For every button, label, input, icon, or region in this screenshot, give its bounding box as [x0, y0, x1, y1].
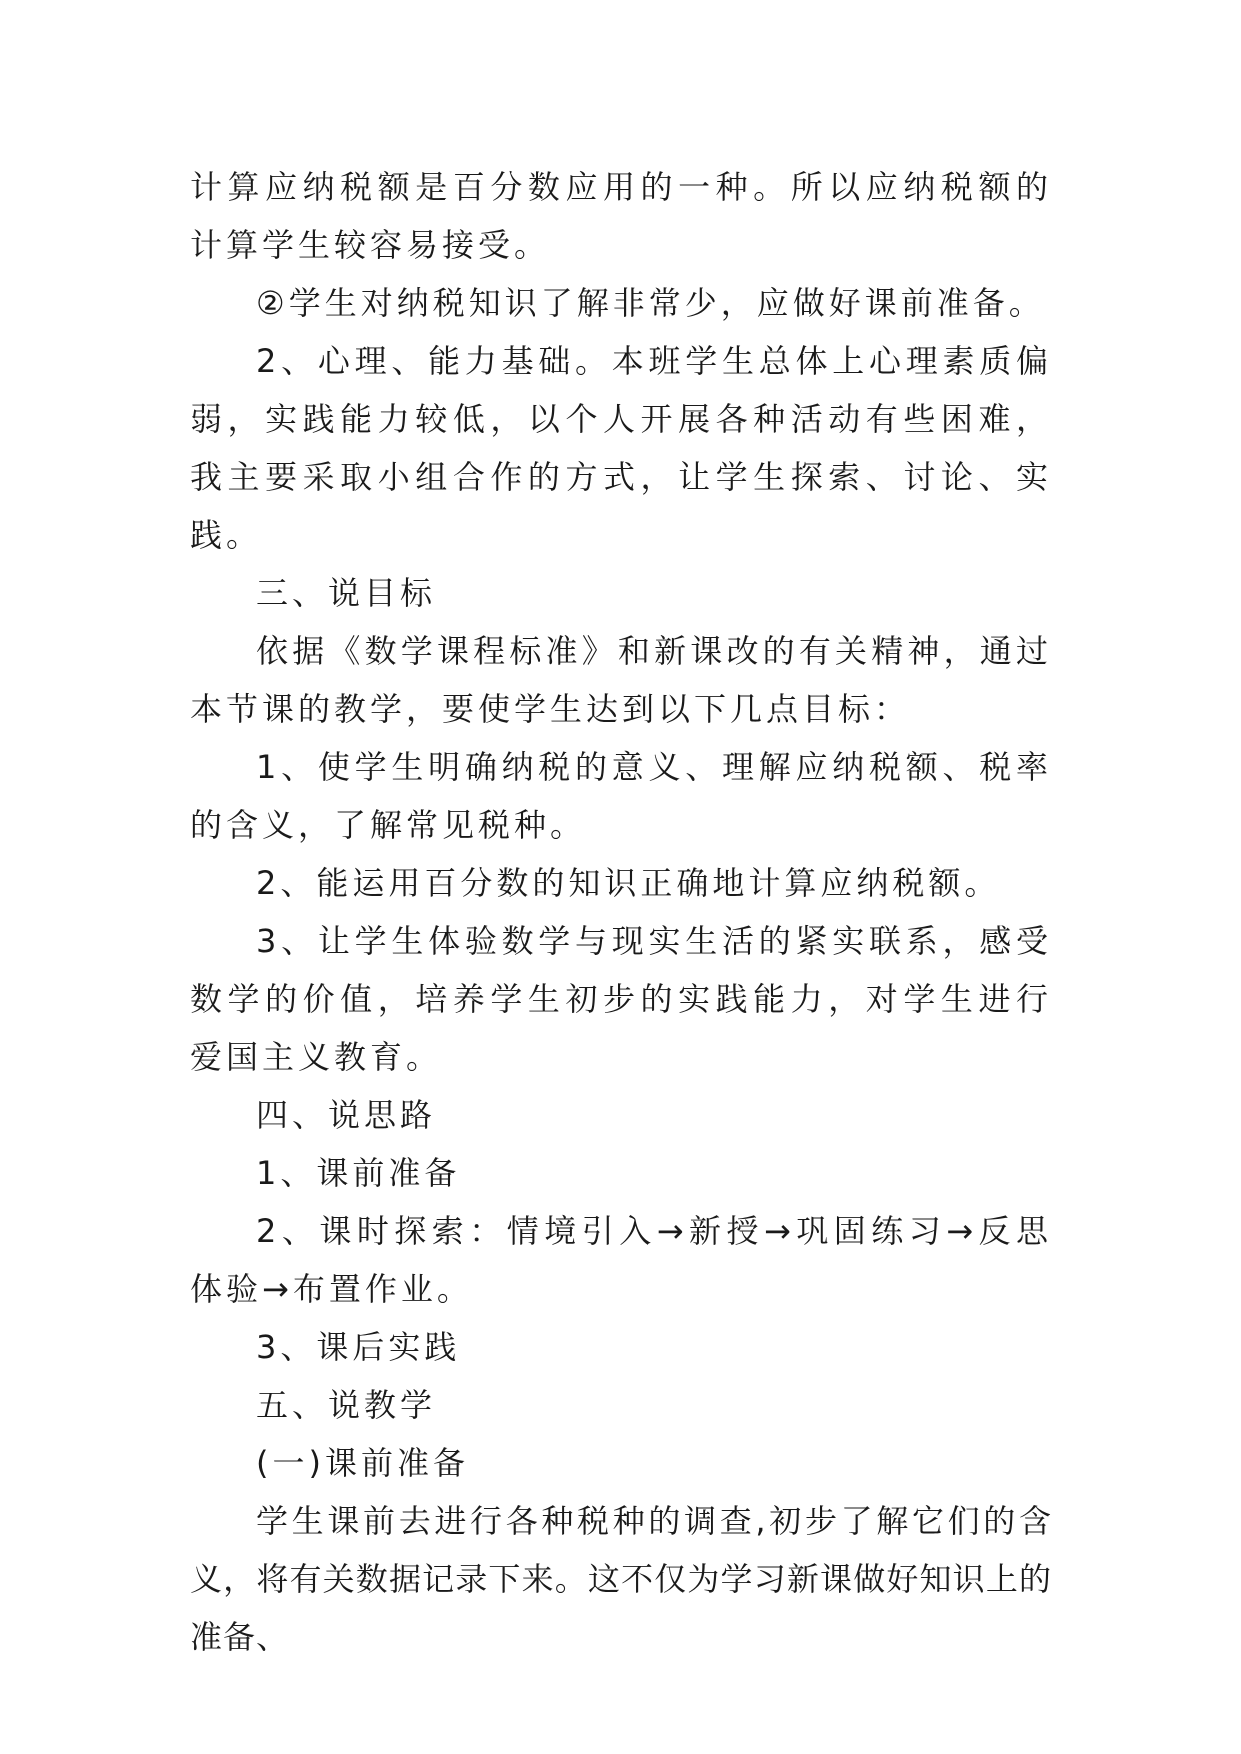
section-heading-objectives: 三、说目标 — [256, 574, 437, 612]
paragraph-2: ②学生对纳税知识了解非常少，应做好课前准备。 — [256, 284, 1045, 322]
document-page — [190, 158, 1052, 1666]
objective-item-2: 2、能运用百分数的知识正确地计算应纳税额。 — [256, 864, 1001, 902]
paragraph-1: 计算应纳税额是百分数应用的一种。所以应纳税额的计算学生较容易接受。 — [190, 168, 1052, 264]
subsection-heading-preparation: (一)课前准备 — [256, 1444, 469, 1482]
approach-item-2: 2、课时探索：情境引入→新授→巩固练习→反思体验→布置作业。 — [190, 1212, 1052, 1308]
section-heading-approach: 四、说思路 — [256, 1096, 437, 1134]
objective-item-1: 1、使学生明确纳税的意义、理解应纳税额、税率的含义，了解常见税种。 — [190, 748, 1052, 844]
approach-item-3: 3、课后实践 — [256, 1328, 461, 1366]
paragraph-4: 依据《数学课程标准》和新课改的有关精神，通过本节课的教学，要使学生达到以下几点目标： — [190, 632, 1052, 728]
objective-item-3: 3、让学生体验数学与现实生活的紧实联系，感受数学的价值，培养学生初步的实践能力，对学生进行爱国主义教育。 — [190, 922, 1052, 1076]
paragraph-5: 学生课前去进行各种税种的调查,初步了解它们的含义，将有关数据记录下来。这不仅为学习新课做好知识上的准备、 — [190, 1502, 1052, 1656]
paragraph-3: 2、心理、能力基础。本班学生总体上心理素质偏弱，实践能力较低，以个人开展各种活动有些困难，我主要采取小组合作的方式，让学生探索、讨论、实践。 — [190, 342, 1052, 554]
approach-item-1: 1、课前准备 — [256, 1154, 461, 1192]
section-heading-teaching: 五、说教学 — [256, 1386, 437, 1424]
